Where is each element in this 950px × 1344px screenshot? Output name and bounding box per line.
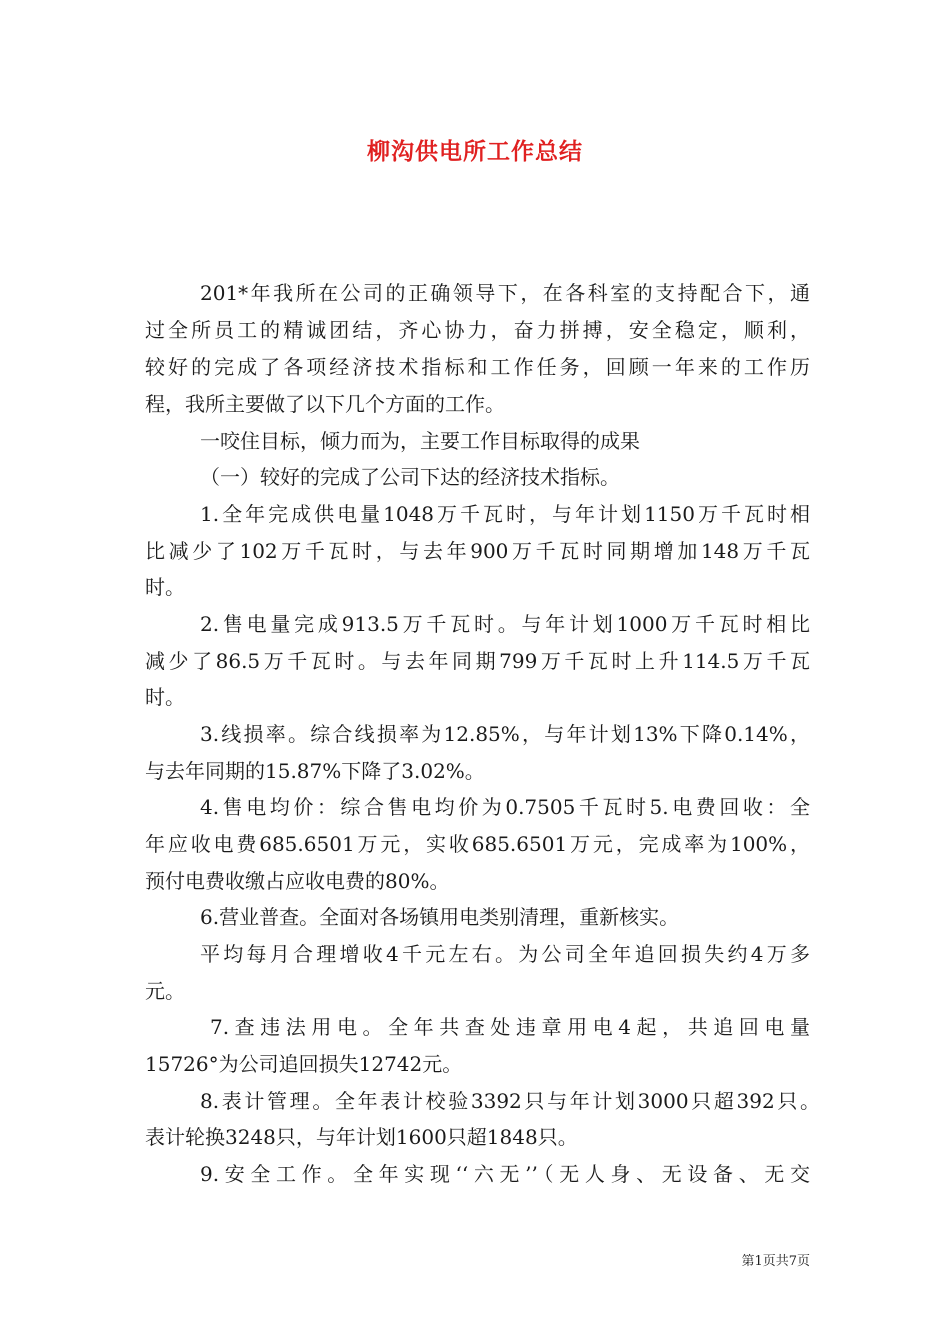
paragraph-line: 减少了86.5万千瓦时。与去年同期799万千瓦时上升114.5万千瓦 — [145, 649, 810, 673]
page-number: 第1页共7页 — [741, 1254, 810, 1269]
paragraph-line: 15726°为公司追回损失12742元。 — [145, 1052, 463, 1076]
paragraph-line: 平均每月合理增收4千元左右。为公司全年追回损失约4万多 — [200, 942, 810, 966]
paragraph-line: 1.全年完成供电量1048万千瓦时，与年计划1150万千瓦时相 — [200, 502, 810, 526]
paragraph-line: 时。 — [145, 685, 185, 709]
paragraph-line: 程，我所主要做了以下几个方面的工作。 — [145, 392, 505, 416]
paragraph-line: 预付电费收缴占应收电费的80%。 — [145, 869, 450, 893]
paragraph-line: 过全所员工的精诚团结，齐心协力，奋力拼搏，安全稳定，顺利， — [145, 318, 810, 342]
paragraph-line: 8.表计管理。全年表计校验3392只与年计划3000只超392只。 — [200, 1089, 820, 1113]
section-heading: 一咬住目标，倾力而为，主要工作目标取得的成果 — [200, 429, 640, 453]
paragraph-line: 元。 — [145, 979, 185, 1003]
paragraph-line: 2.售电量完成913.5万千瓦时。与年计划1000万千瓦时相比 — [200, 612, 810, 636]
paragraph-line: 比减少了102万千瓦时，与去年900万千瓦时同期增加148万千瓦 — [145, 539, 810, 563]
paragraph-line: 3.线损率。综合线损率为12.85%，与年计划13%下降0.14%， — [200, 722, 810, 746]
paragraph-line: 时。 — [145, 575, 185, 599]
paragraph-line: 年应收电费685.6501万元，实收685.6501万元，完成率为100%， — [145, 832, 810, 856]
paragraph-line: 9.安全工作。全年实现‘‘六无’’（无人身、无设备、无交 — [200, 1162, 810, 1186]
subsection-heading: （一）较好的完成了公司下达的经济技术指标。 — [200, 465, 620, 489]
paragraph-line: 与去年同期的15.87%下降了3.02%。 — [145, 759, 485, 783]
paragraph-line: 201*年我所在公司的正确领导下，在各科室的支持配合下，通 — [200, 281, 810, 305]
paragraph-line: 6.营业普查。全面对各场镇用电类别清理，重新核实。 — [200, 905, 680, 929]
paragraph-line: 表计轮换3248只，与年计划1600只超1848只。 — [145, 1125, 578, 1149]
document-title: 柳沟供电所工作总结 — [367, 139, 583, 165]
paragraph-line: 4.售电均价：综合售电均价为0.7505千瓦时5.电费回收：全 — [200, 795, 810, 819]
paragraph-line: 较好的完成了各项经济技术指标和工作任务，回顾一年来的工作历 — [145, 355, 810, 379]
paragraph-line: 7.查违法用电。全年共查处违章用电4起，共追回电量 — [210, 1015, 810, 1039]
